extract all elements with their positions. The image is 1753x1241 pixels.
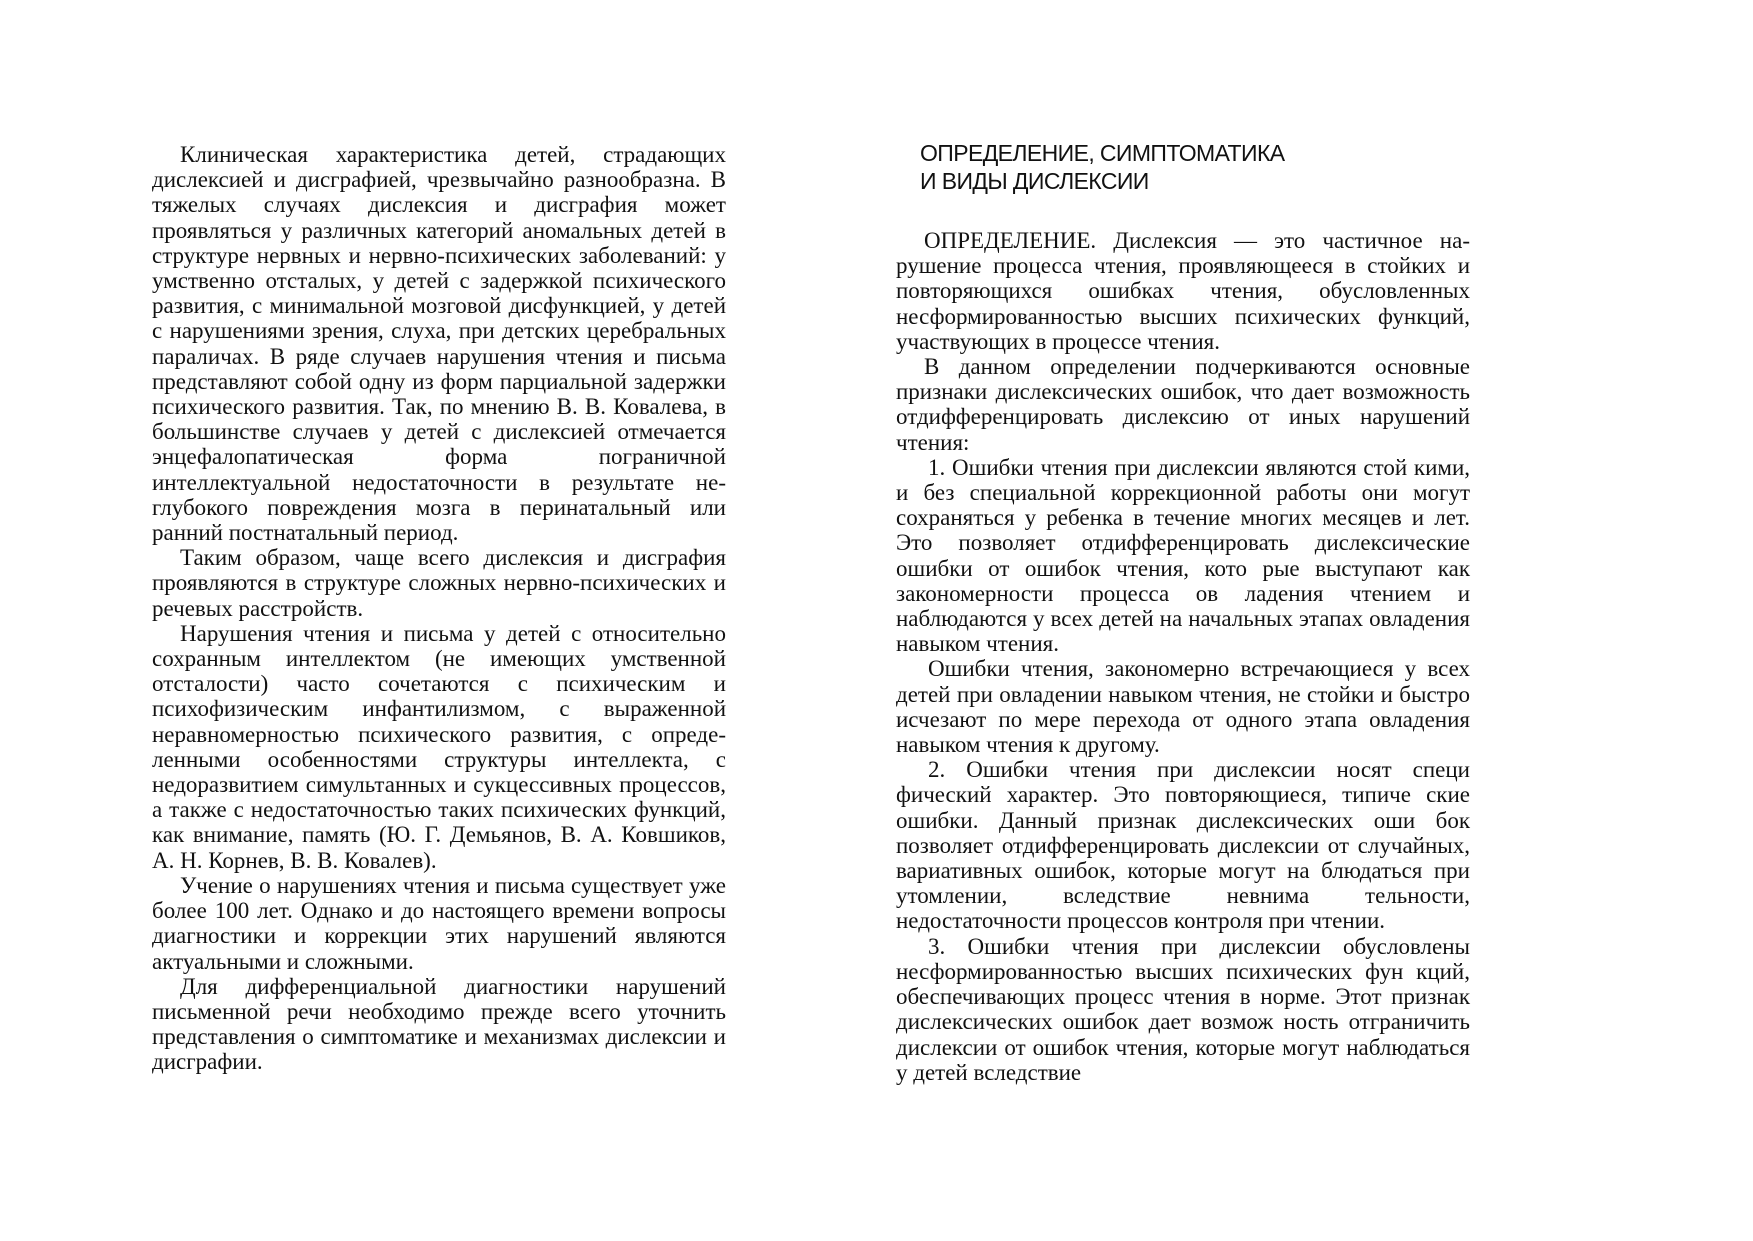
left-paragraph-5: Для дифференциальной диагностики нарушений письменной речи необходимо прежде всего уточнить представления о симптоматике и механизмах дислексии и дисграфии. bbox=[152, 973, 726, 1075]
section-heading bbox=[920, 139, 1460, 195]
right-list-item-2: 2. Ошибки чтения при дислексии носят специ фический характер. Это повторяющиеся, типиче ские ошибки. Данный признак дислексических оши бок позволяет отдифференцировать дислексии от случайных, вариативных ошибок, которые могут на блюдаться при утомлении, вследствие невнима тельности, недостаточности процессов контроля при чтении. bbox=[896, 757, 1470, 934]
right-paragraph-2: В данном определении подчеркиваются основные признаки дислексических ошибок, что дает возможность отдифференцировать дислексию от иных нарушений чтения: bbox=[896, 354, 1470, 455]
left-paragraph-2: Таким образом, чаще всего дислексия и дисграфия проявляются в структуре сложных нервно-психических и речевых расстройств. bbox=[152, 545, 726, 621]
left-paragraph-3: Нарушения чтения и письма у детей с относительно сохранным интеллектом (не имеющих умственной отсталости) часто сочетаются с психическим и психофизическим инфантилизмом, с выраженной неравномерностью психического развития, с определенными особенностями структуры интеллекта, с недоразвитием симультанных и сукцессивных процессов, а также с недостаточностью таких психических функций, как внимание, память (Ю. Г. Демьянов, В. А. Ковшиков, А. Н. Корнев, В. В. Ковалев). bbox=[152, 620, 726, 873]
left-page-text-column bbox=[152, 142, 726, 1075]
left-page bbox=[152, 0, 726, 1241]
right-page bbox=[896, 0, 1470, 1241]
left-paragraph-1: Клиническая характеристика детей, страдающих дислексией и дисграфией, чрезвычайно разнообразна. В тяжелых случаях дислексия и дисграфия может проявляться у различных категорий аномальных детей в структуре нервных и нервно-психических заболеваний: у умственно отсталых, у детей с задержкой психического развития, с минимальной мозговой дисфункцией, у детей с нарушениями зрения, слуха, при детских церебральных параличах. В ряде случаев нарушения чтения и письма представляют собой одну из форм парциальной задержки психического развития. Так, по мнению В. В. Ковалева, в большинстве случаев у детей с дислексией отмечается энцефалопатическая форма пограничной интеллектуальной недостаточности в результате неглубокого повреждения мозга в перинатальный или ранний постнатальный период. bbox=[152, 142, 726, 546]
right-page-text-column bbox=[896, 228, 1470, 1085]
section-heading-line-2: И ВИДЫ ДИСЛЕКСИИ bbox=[920, 168, 1149, 194]
section-heading-line-1: ОПРЕДЕЛЕНИЕ, СИМПТОМАТИКА bbox=[920, 140, 1285, 166]
right-paragraph-4: Ошибки чтения, закономерно встречающиеся у всех детей при овладении навыком чтения, не стойки и быстро исчезают по мере перехода от одного этапа овладения навыком чтения к другому. bbox=[896, 656, 1470, 758]
right-list-item-3: 3. Ошибки чтения при дислексии обусловлены несформированностью высших психических фун кций, обеспечивающих процесс чтения в норме. Этот признак дислексических ошибок дает возмож ность отграничить дислексии от ошибок чтения, которые могут наблюдаться у детей вследствие bbox=[896, 933, 1470, 1085]
right-paragraph-definition: ОПРЕДЕЛЕНИЕ. Дислексия — это частичное нарушение процесса чтения, проявляющееся в стойких и повторяющихся ошибках чтения, обусловленных несформированностью высших психических функций, участвующих в процессе чтения. bbox=[896, 228, 1470, 354]
left-paragraph-4: Учение о нарушениях чтения и письма существует уже более 100 лет. Однако и до настоящего времени вопросы диагностики и коррекции этих нарушений являются актуальными и сложными. bbox=[152, 872, 726, 974]
right-list-item-1: 1. Ошибки чтения при дислексии являются стой кими, и без специальной коррекционной работы они могут сохраняться у ребенка в течение многих месяцев и лет. Это позволяет отдифференцировать дислексические ошибки от ошибок чтения, кото рые выступают как закономерности процесса ов ладения чтением и наблюдаются у всех детей на начальных этапах овладения навыком чтения. bbox=[896, 454, 1470, 657]
